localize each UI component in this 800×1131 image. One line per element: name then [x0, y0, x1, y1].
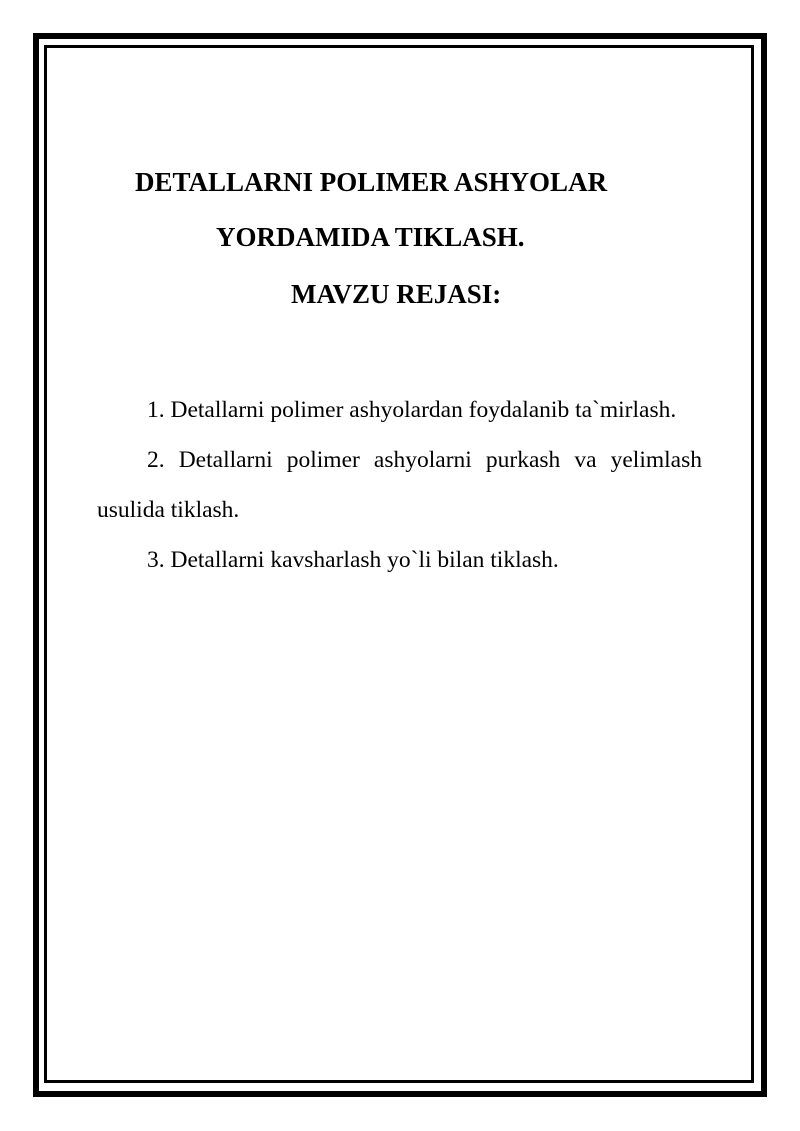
topic-plan-list: [97, 385, 702, 585]
title-line-1: DETALLARNI POLIMER ASHYOLAR: [135, 167, 608, 197]
plan-item-2: 2. Detallarni polimer ashyolarni purkash va yelimlash usulida tiklash.: [97, 447, 702, 523]
plan-item-1: 1. Detallarni polimer ashyolardan foydalanib ta`mirlash.: [147, 397, 677, 423]
subtitle-plan-heading: MAVZU REJASI:: [291, 279, 502, 309]
plan-item-3: 3. Detallarni kavsharlash yo`li bilan tiklash.: [147, 547, 559, 573]
title-line-2: YORDAMIDA TIKLASH.: [216, 222, 525, 252]
